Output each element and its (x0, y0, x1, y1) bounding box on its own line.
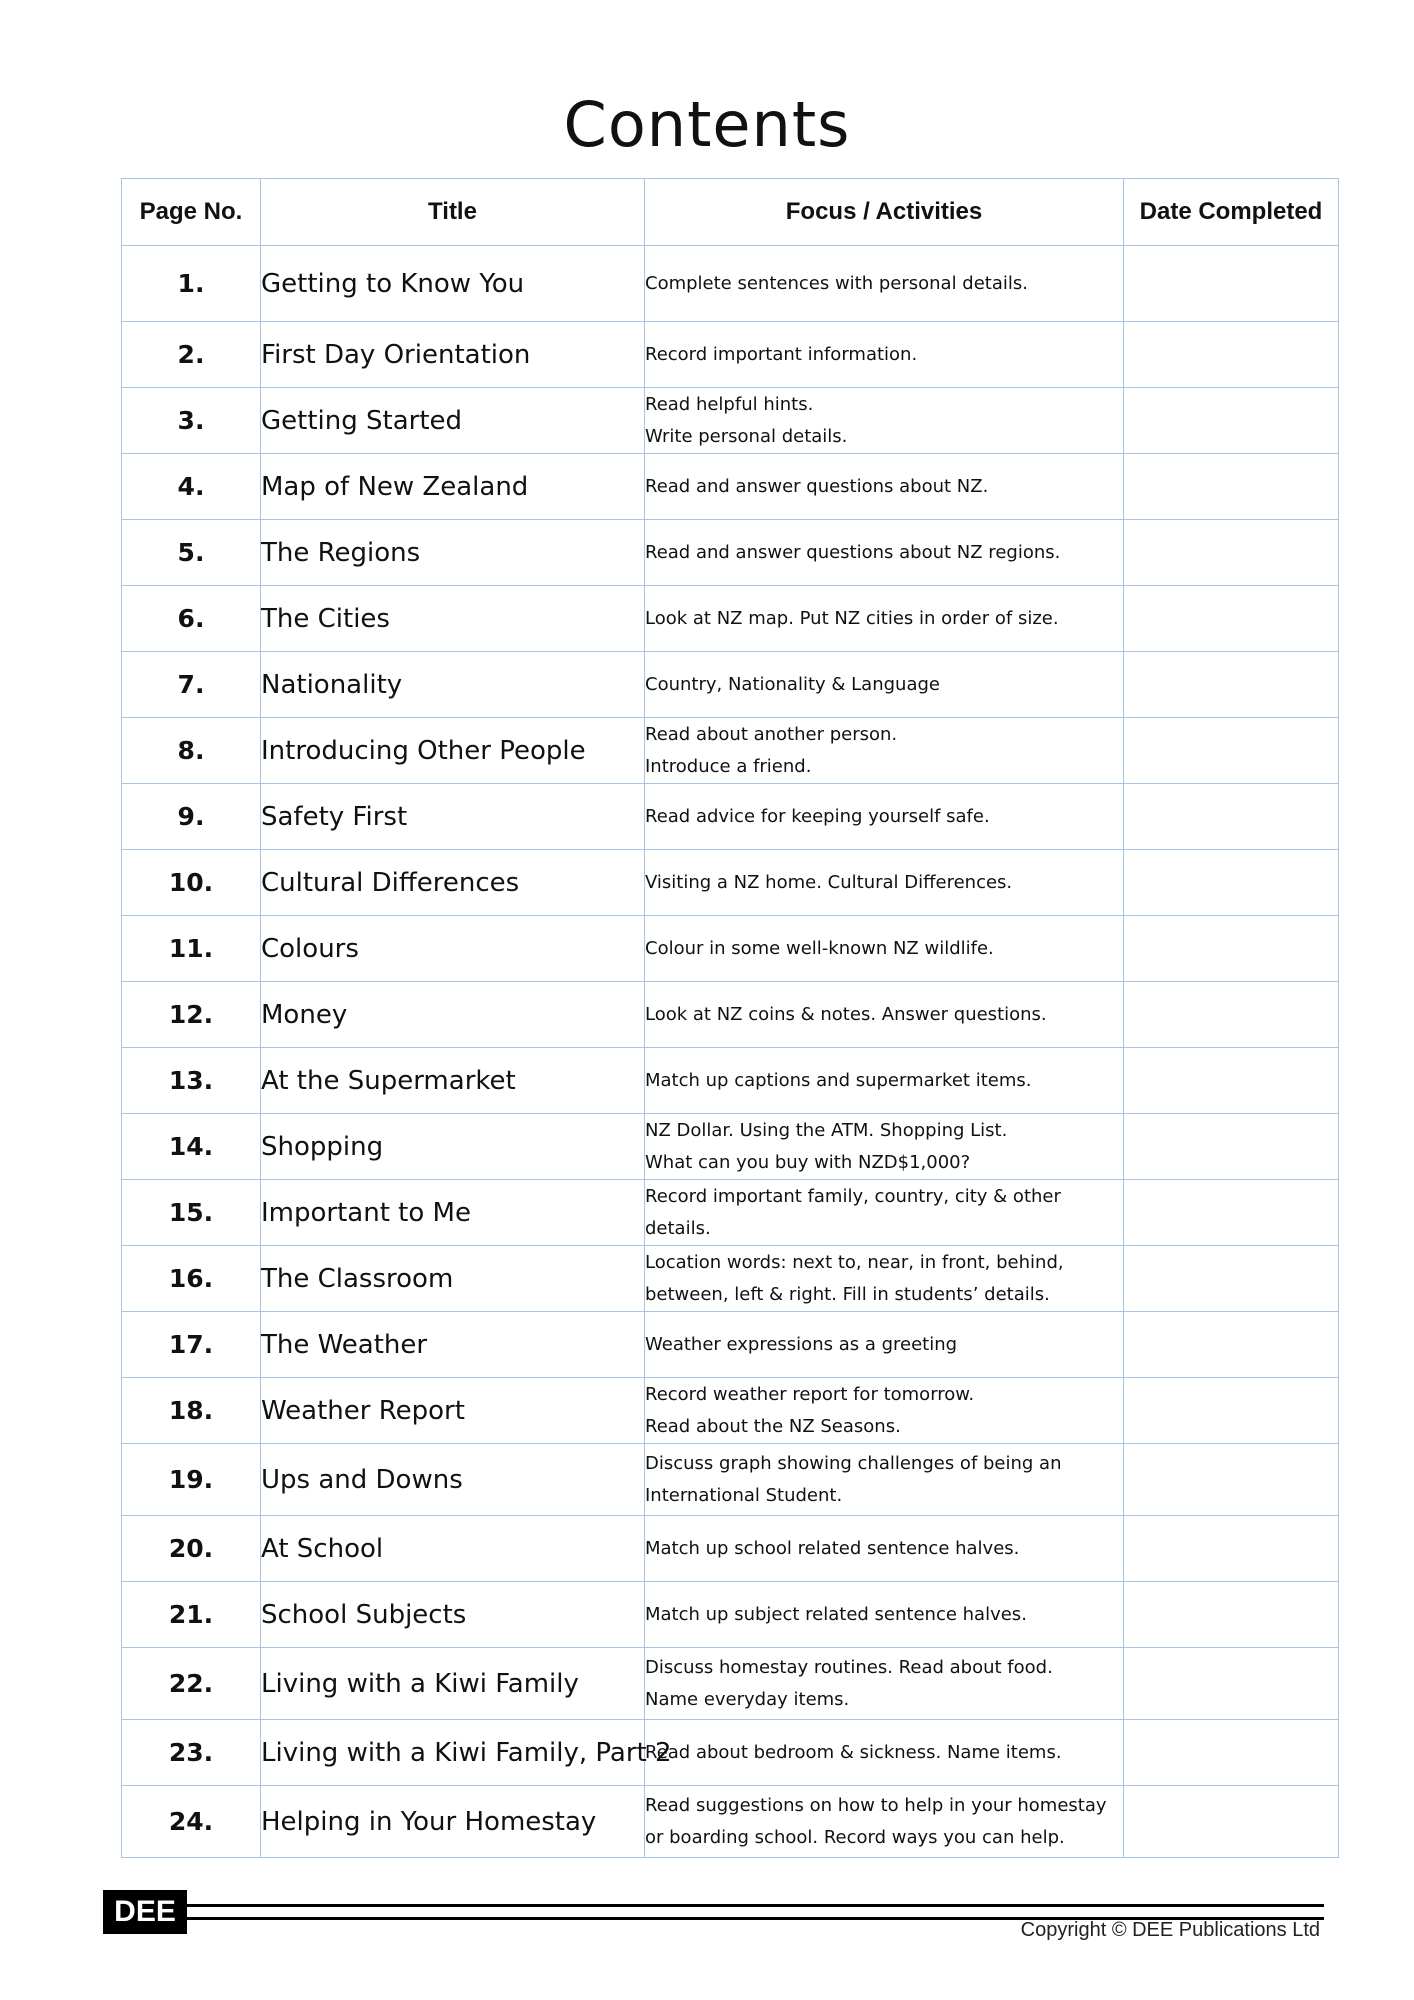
focus-line: Match up captions and supermarket items. (645, 1069, 1032, 1091)
table-row (122, 586, 1339, 652)
focus-activities (645, 1720, 1124, 1786)
focus-line: Record important information. (645, 343, 918, 365)
table-row (122, 1378, 1339, 1444)
focus-activities (645, 850, 1124, 916)
table-row (122, 1720, 1339, 1786)
focus-activities (645, 454, 1124, 520)
lesson-title: Nationality (261, 652, 645, 718)
page-number: 10. (122, 850, 261, 916)
date-completed-cell[interactable] (1124, 1114, 1339, 1180)
date-completed-cell[interactable] (1124, 1516, 1339, 1582)
focus-line: Read suggestions on how to help in your homestay (645, 1794, 1107, 1816)
date-completed-cell[interactable] (1124, 916, 1339, 982)
date-completed-cell[interactable] (1124, 454, 1339, 520)
lesson-title: The Cities (261, 586, 645, 652)
focus-line: Colour in some well-known NZ wildlife. (645, 937, 994, 959)
date-completed-cell[interactable] (1124, 1786, 1339, 1858)
focus-activities (645, 388, 1124, 454)
focus-line: NZ Dollar. Using the ATM. Shopping List. (645, 1119, 1008, 1141)
page-number: 14. (122, 1114, 261, 1180)
page-number: 1. (122, 246, 261, 322)
date-completed-cell[interactable] (1124, 1720, 1339, 1786)
lesson-title: The Weather (261, 1312, 645, 1378)
page-number: 21. (122, 1582, 261, 1648)
focus-activities (645, 1048, 1124, 1114)
focus-line: details. (645, 1217, 711, 1239)
focus-activities (645, 520, 1124, 586)
focus-line: Write personal details. (645, 425, 848, 447)
date-completed-cell[interactable] (1124, 1582, 1339, 1648)
table-row (122, 784, 1339, 850)
lesson-title: Living with a Kiwi Family, Part 2 (261, 1720, 645, 1786)
focus-line: or boarding school. Record ways you can help. (645, 1826, 1065, 1848)
lesson-title: Shopping (261, 1114, 645, 1180)
focus-activities (645, 1114, 1124, 1180)
focus-activities (645, 982, 1124, 1048)
page-number: 18. (122, 1378, 261, 1444)
focus-line: Complete sentences with personal details. (645, 272, 1028, 294)
date-completed-cell[interactable] (1124, 850, 1339, 916)
column-header-page-no: Page No. (122, 179, 261, 246)
focus-line: Look at NZ map. Put NZ cities in order of size. (645, 607, 1059, 629)
focus-activities (645, 1516, 1124, 1582)
date-completed-cell[interactable] (1124, 784, 1339, 850)
focus-activities (645, 1582, 1124, 1648)
lesson-title: The Regions (261, 520, 645, 586)
focus-line: Read about the NZ Seasons. (645, 1415, 901, 1437)
focus-line: Record weather report for tomorrow. (645, 1383, 975, 1405)
table-row (122, 1786, 1339, 1858)
focus-line: Read helpful hints. (645, 393, 814, 415)
page-number: 22. (122, 1648, 261, 1720)
focus-activities (645, 1444, 1124, 1516)
column-header-date-completed: Date Completed (1124, 179, 1339, 246)
page-number: 5. (122, 520, 261, 586)
table-header-row (122, 179, 1339, 246)
lesson-title: Money (261, 982, 645, 1048)
page-number: 19. (122, 1444, 261, 1516)
lesson-title: Introducing Other People (261, 718, 645, 784)
focus-activities (645, 586, 1124, 652)
focus-activities (645, 718, 1124, 784)
column-header-focus: Focus / Activities (645, 179, 1124, 246)
table-row (122, 1312, 1339, 1378)
focus-line: between, left & right. Fill in students’ details. (645, 1283, 1050, 1305)
table-row (122, 1444, 1339, 1516)
table-row (122, 1648, 1339, 1720)
page-title: Contents (563, 88, 851, 161)
focus-activities (645, 1312, 1124, 1378)
table-row (122, 982, 1339, 1048)
focus-line: Read about another person. (645, 723, 898, 745)
page-number: 11. (122, 916, 261, 982)
lesson-title: Colours (261, 916, 645, 982)
table-row (122, 1516, 1339, 1582)
lesson-title: Getting to Know You (261, 246, 645, 322)
page-number: 13. (122, 1048, 261, 1114)
table-row (122, 322, 1339, 388)
contents-table (121, 178, 1339, 1858)
focus-line: Read and answer questions about NZ. (645, 475, 989, 497)
date-completed-cell[interactable] (1124, 1246, 1339, 1312)
focus-line: Match up subject related sentence halves. (645, 1603, 1027, 1625)
focus-activities (645, 1786, 1124, 1858)
focus-line: Read and answer questions about NZ regions. (645, 541, 1061, 563)
lesson-title: Ups and Downs (261, 1444, 645, 1516)
focus-activities (645, 322, 1124, 388)
table-row (122, 1582, 1339, 1648)
page-number: 20. (122, 1516, 261, 1582)
column-header-title: Title (261, 179, 645, 246)
table-row (122, 850, 1339, 916)
page-number: 16. (122, 1246, 261, 1312)
page-number: 15. (122, 1180, 261, 1246)
focus-line: Look at NZ coins & notes. Answer questions. (645, 1003, 1047, 1025)
date-completed-cell[interactable] (1124, 586, 1339, 652)
focus-line: Read about bedroom & sickness. Name items. (645, 1741, 1062, 1763)
table-row (122, 718, 1339, 784)
table-row (122, 1114, 1339, 1180)
page-number: 23. (122, 1720, 261, 1786)
page-number: 2. (122, 322, 261, 388)
focus-activities (645, 916, 1124, 982)
focus-line: Weather expressions as a greeting (645, 1333, 958, 1355)
focus-activities (645, 652, 1124, 718)
focus-line: Match up school related sentence halves. (645, 1537, 1020, 1559)
table-body (122, 246, 1339, 1858)
page-number: 4. (122, 454, 261, 520)
focus-line: Record important family, country, city & other (645, 1185, 1061, 1207)
copyright-text: Copyright © DEE Publications Ltd (1020, 1919, 1320, 1941)
lesson-title: Living with a Kiwi Family (261, 1648, 645, 1720)
focus-activities (645, 784, 1124, 850)
focus-activities (645, 1648, 1124, 1720)
table-row (122, 454, 1339, 520)
table-row (122, 1180, 1339, 1246)
footer-rule (186, 1904, 1324, 1920)
lesson-title: At School (261, 1516, 645, 1582)
focus-line: Name everyday items. (645, 1688, 850, 1710)
lesson-title: First Day Orientation (261, 322, 645, 388)
focus-activities (645, 246, 1124, 322)
lesson-title: The Classroom (261, 1246, 645, 1312)
focus-line: Country, Nationality & Language (645, 673, 940, 695)
date-completed-cell[interactable] (1124, 1048, 1339, 1114)
date-completed-cell[interactable] (1124, 1444, 1339, 1516)
page-number: 8. (122, 718, 261, 784)
focus-activities (645, 1378, 1124, 1444)
table-row (122, 246, 1339, 322)
lesson-title: Cultural Differences (261, 850, 645, 916)
focus-line: Visiting a NZ home. Cultural Differences. (645, 871, 1013, 893)
date-completed-cell[interactable] (1124, 652, 1339, 718)
page-number: 24. (122, 1786, 261, 1858)
lesson-title: At the Supermarket (261, 1048, 645, 1114)
page-number: 9. (122, 784, 261, 850)
lesson-title: Getting Started (261, 388, 645, 454)
page-number: 6. (122, 586, 261, 652)
date-completed-cell[interactable] (1124, 1312, 1339, 1378)
focus-line: International Student. (645, 1484, 843, 1506)
lesson-title: Important to Me (261, 1180, 645, 1246)
table-row (122, 1048, 1339, 1114)
date-completed-cell[interactable] (1124, 1180, 1339, 1246)
focus-line: Location words: next to, near, in front, behind, (645, 1251, 1064, 1273)
date-completed-cell[interactable] (1124, 322, 1339, 388)
focus-line: Discuss graph showing challenges of being an (645, 1452, 1062, 1474)
table-row (122, 1246, 1339, 1312)
date-completed-cell[interactable] (1124, 388, 1339, 454)
date-completed-cell[interactable] (1124, 982, 1339, 1048)
lesson-title: Weather Report (261, 1378, 645, 1444)
table-row (122, 916, 1339, 982)
focus-line: What can you buy with NZD$1,000? (645, 1151, 971, 1173)
lesson-title: Map of New Zealand (261, 454, 645, 520)
table-row (122, 520, 1339, 586)
table-row (122, 388, 1339, 454)
focus-activities (645, 1246, 1124, 1312)
page-number: 7. (122, 652, 261, 718)
table-row (122, 652, 1339, 718)
lesson-title: Safety First (261, 784, 645, 850)
date-completed-cell[interactable] (1124, 520, 1339, 586)
focus-activities (645, 1180, 1124, 1246)
date-completed-cell[interactable] (1124, 1378, 1339, 1444)
date-completed-cell[interactable] (1124, 246, 1339, 322)
date-completed-cell[interactable] (1124, 1648, 1339, 1720)
date-completed-cell[interactable] (1124, 718, 1339, 784)
page-number: 3. (122, 388, 261, 454)
focus-line: Introduce a friend. (645, 755, 812, 777)
lesson-title: School Subjects (261, 1582, 645, 1648)
publisher-logo: DEE (103, 1890, 187, 1934)
page-number: 17. (122, 1312, 261, 1378)
focus-line: Read advice for keeping yourself safe. (645, 805, 990, 827)
page-number: 12. (122, 982, 261, 1048)
lesson-title: Helping in Your Homestay (261, 1786, 645, 1858)
focus-line: Discuss homestay routines. Read about food. (645, 1656, 1053, 1678)
